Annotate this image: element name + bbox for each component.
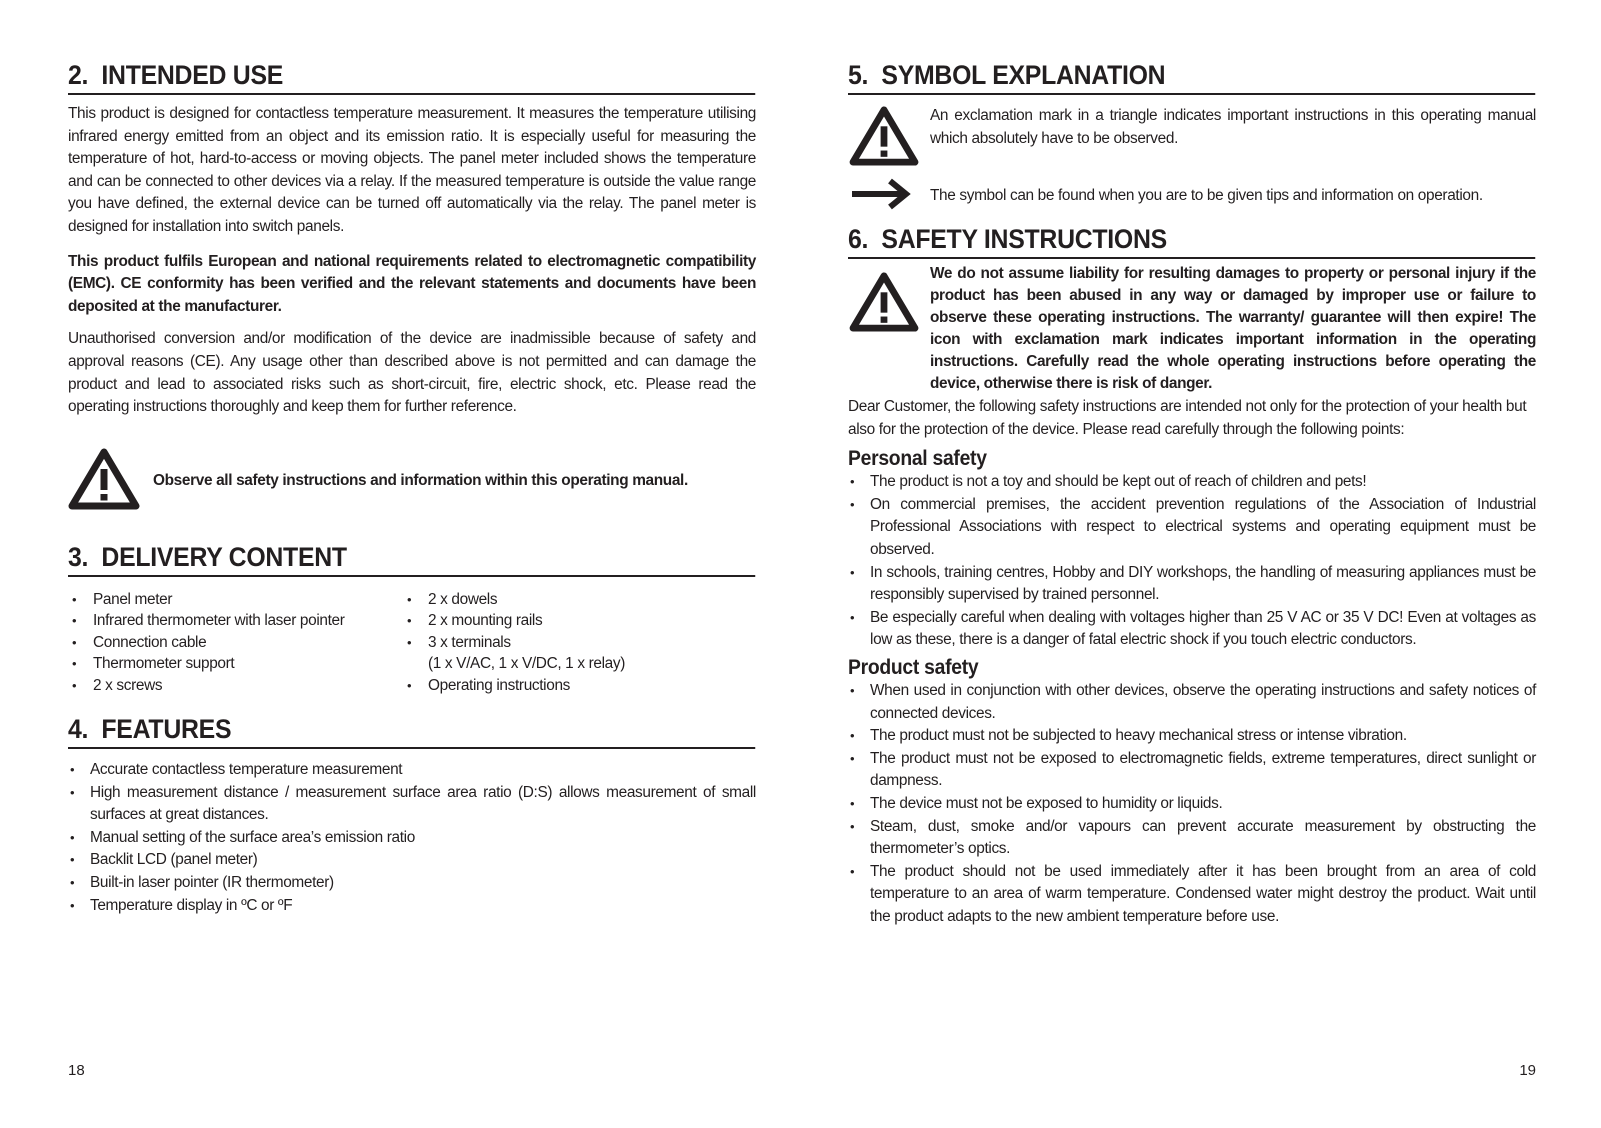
list-item: • Manual setting of the surface area’s emission ratio [68,827,756,850]
features-list [68,759,756,917]
list-item: • The device must not be exposed to humidity or liquids. [848,793,1536,816]
list-item: • When used in conjunction with other devices, observe the operating instructions and safety notices of connected devices. [848,680,1536,725]
modification-paragraph: Unauthorised conversion and/or modification of the device are inadmissible because of safety and approval reasons (CE). Any usage other than described above is not permitted and can damage the product and lead to associated risks such as short-circuit, fire, electric shock, etc. Please read the operating instructions thoroughly and keep them for further reference. [68,330,756,416]
liability-warning-text: We do not assume liability for resulting damages to property or personal injury if the product has been abused in any way or damaged by improper use or failure to observe these operating instructions. The warranty/ guarantee will then expire! The icon with exclamation mark indicates important information in the operating instructions. Carefully read the whole operating instructions before operating the device, otherwise there is risk of danger. [930,265,1536,392]
customer-intro: Dear Customer, the following safety instructions are intended not only for the protection of your health but also for the protection of the device. Please read carefully through the following points: [848,398,1527,438]
arrow-right-icon [848,178,920,215]
product-safety-list [848,680,1536,929]
list-item: • In schools, training centres, Hobby and DIY workshops, the handling of measuring appliances must be responsibly supervised by trained personnel. [848,562,1536,607]
section-safety-instructions [848,224,1536,928]
list-item: • 3 x terminals [403,632,625,653]
section-title: 6. SAFETY INSTRUCTIONS [848,224,1535,259]
delivery-list-2 [403,589,625,696]
list-item: • High measurement distance / measurement surface area ratio (D:S) allows measurement of small surfaces at great distances. [68,782,756,827]
section-title: 4. FEATURES [68,714,755,749]
list-item: • The product must not be subjected to heavy mechanical stress or intense vibration. [848,725,1536,748]
list-item: • Be especially careful when dealing with voltages higher than 25 V AC or 35 V DC! Even at voltages as low as these, there is a danger of fatal electric shock if you touch electric conductors. [848,607,1536,652]
section-delivery-content [68,542,756,696]
list-item: • 2 x screws [68,675,403,696]
warning-triangle-icon [848,105,920,172]
terminals-detail: (1 x V/AC, 1 x V/DC, 1 x relay) [428,655,625,673]
section-title: 3. DELIVERY CONTENT [68,542,755,577]
list-item: • Operating instructions [403,675,625,696]
page-number: 18 [68,1062,85,1079]
list-item: • The product should not be used immediately after it has been brought from an area of cold temperature to an area of warm temperature. Condensed water might destroy the product. Wait until the product adapts to the new ambient temperature before use. [848,861,1536,929]
section-title: 5. SYMBOL EXPLANATION [848,60,1535,95]
page-number: 19 [1519,1062,1536,1079]
list-item: • Panel meter [68,589,403,610]
list-item: • On commercial premises, the accident prevention regulations of the Association of Industrial Professional Associations with respect to electrical systems and operating equipment must be observed. [848,494,1536,562]
list-item: • The product is not a toy and should be kept out of reach of children and pets! [848,471,1536,494]
personal-safety-heading: Personal safety [848,447,987,471]
list-item: • Steam, dust, smoke and/or vapours can prevent accurate measurement by obstructing the thermometer’s optics. [848,816,1536,861]
section-intended-use [68,60,756,516]
list-item: • Connection cable [68,632,403,653]
intended-use-paragraph: This product is designed for contactless temperature measurement. It measures the temperature utilising infrared energy emitted from an object and its emission ratio. It is especially useful for measuring the temperature of hot, hard-to-access or moving objects. The panel meter included shows the temperature and can be connected to other devices via a relay. If the measured temperature is outside the value range you have defined, the external device can be turned off automatically via the relay. The panel meter is designed for installation into switch panels. [68,105,756,235]
list-item: • Backlit LCD (panel meter) [68,849,756,872]
section-title: 2. INTENDED USE [68,60,755,95]
left-page [68,0,756,1128]
safety-warning-row [68,447,756,516]
section-features [68,714,756,917]
exclamation-symbol-row [848,105,1536,172]
personal-safety-list [848,471,1536,652]
list-item: • The product must not be exposed to electromagnetic fields, extreme temperatures, direct sunlight or dampness. [848,748,1536,793]
arrow-symbol-row [848,178,1536,215]
list-item: • Accurate contactless temperature measurement [68,759,756,782]
list-item: • 2 x dowels [403,589,625,610]
arrow-description: The symbol can be found when you are to be given tips and information on operation. [930,187,1483,205]
warning-text: Observe all safety instructions and information within this operating manual. [153,471,688,489]
delivery-list-1 [68,589,403,696]
warning-triangle-icon [68,447,140,516]
product-safety-heading: Product safety [848,655,979,679]
emc-paragraph: This product fulfils European and national requirements related to electromagnetic compatibility (EMC). CE conformity has been verified and the relevant statements and documents have been deposited at the manufacturer. [68,252,756,315]
warning-triangle-icon [848,271,920,338]
section-symbol-explanation [848,60,1536,215]
list-item: • Thermometer support [68,653,403,674]
exclamation-description: An exclamation mark in a triangle indicates important instructions in this operating manual which absolutely have to be observed. [930,107,1536,147]
delivery-columns [68,589,756,696]
list-item: • Infrared thermometer with laser pointer [68,610,403,631]
liability-warning-row [848,263,1536,395]
right-page [848,0,1536,1128]
list-item: • 2 x mounting rails [403,610,625,631]
list-item: • Temperature display in ºC or ºF [68,895,756,918]
list-item: • Built-in laser pointer (IR thermometer) [68,872,756,895]
